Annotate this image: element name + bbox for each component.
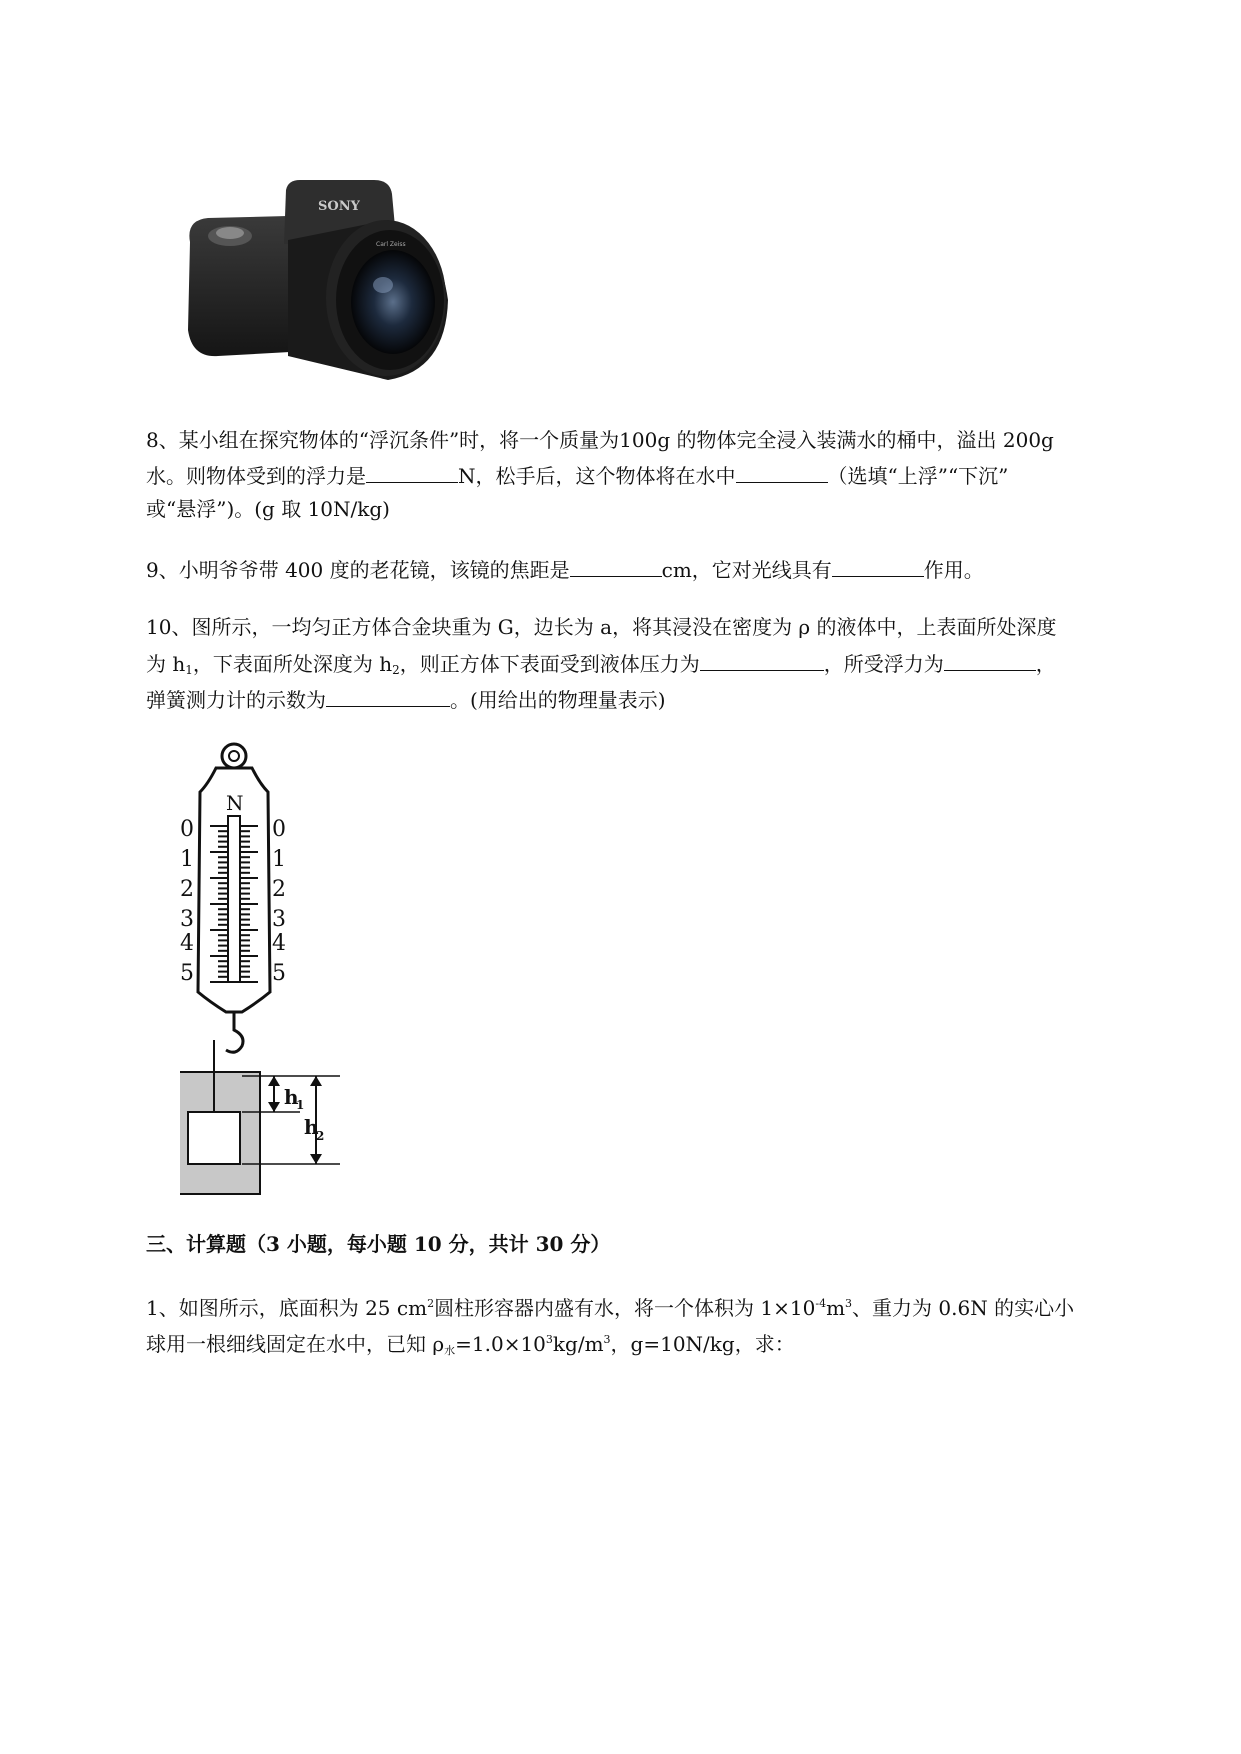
c1-line-1	[146, 1292, 1074, 1320]
c1-sup-1: 2	[427, 1297, 435, 1310]
q8-text-b: N，松手后，这个物体将在水中	[458, 464, 736, 488]
q10-sub-1: 1	[185, 663, 193, 677]
c1-sup-5: 3	[603, 1333, 611, 1346]
q10-text-g: 。(用给出的物理量表示)	[450, 688, 666, 712]
c1-sup-2: -4	[815, 1297, 827, 1310]
c1-sub-water: 水	[444, 1344, 456, 1357]
c1-text-g: kg/m	[552, 1332, 604, 1356]
q10-text-d: ，所受浮力为	[823, 652, 944, 676]
q9-text-b: cm，它对光线具有	[661, 558, 832, 582]
tick-left-4: 4	[180, 931, 194, 956]
q8-text-c: （选填“上浮”“下沉”	[827, 464, 1009, 488]
c1-line-2	[146, 1328, 795, 1363]
q10-text-e: ，	[1035, 652, 1056, 676]
q10-line-2	[146, 650, 1056, 682]
tick-right-5: 5	[272, 961, 286, 986]
c1-text-h: ，g=10N/kg，求：	[610, 1332, 795, 1356]
q9-text-a: 9、小明爷爷带 400 度的老花镜，该镜的焦距是	[146, 558, 570, 582]
c1-text-b: 圆柱形容器内盛有水，将一个体积为 1×10	[434, 1296, 816, 1320]
tick-left-1: 1	[180, 847, 194, 872]
q8-line-2	[146, 462, 1008, 488]
tick-left-0: 0	[180, 817, 194, 842]
lens-label: Carl Zeiss	[376, 241, 406, 248]
q10-text-f: 弹簧测力计的示数为	[146, 688, 326, 712]
c1-text-d: 、重力为 0.6N 的实心小	[852, 1296, 1075, 1320]
tick-right-1: 1	[272, 847, 286, 872]
q8-line-3: 或“悬浮”)。(g 取 10N/kg)	[146, 497, 390, 521]
tick-right-2: 2	[272, 877, 286, 902]
tick-left-3: 3	[180, 907, 194, 932]
q8-blank-1[interactable]	[366, 462, 458, 483]
c1-text-e: 球用一根细线固定在水中，已知 ρ	[146, 1332, 445, 1356]
q10-blank-2[interactable]	[944, 650, 1036, 671]
c1-text-a: 1、如图所示，底面积为 25 cm	[146, 1296, 428, 1320]
tick-left-2: 2	[180, 877, 194, 902]
scale-unit-label: N	[226, 791, 244, 815]
label-h2-sub: 2	[316, 1129, 325, 1143]
q9-text-c: 作用。	[923, 558, 984, 582]
q10-sub-2: 2	[392, 663, 400, 677]
q9-blank-1[interactable]	[570, 556, 662, 577]
tick-right-4: 4	[272, 931, 286, 956]
c1-text-f: =1.0×10	[455, 1332, 546, 1356]
q8-text-a: 水。则物体受到的浮力是	[146, 464, 366, 488]
q10-text-c: ，则正方体下表面受到液体压力为	[399, 652, 700, 676]
c1-sup-4: 3	[545, 1333, 553, 1346]
label-h1-sub: 1	[296, 1098, 305, 1112]
section-3-heading: 三、计算题（3 小题，每小题 10 分，共计 30 分）	[146, 1232, 611, 1256]
tick-right-3: 3	[272, 907, 286, 932]
tick-left-5: 5	[180, 961, 194, 986]
label-h2: h	[304, 1115, 319, 1139]
c1-text-c: m	[826, 1296, 846, 1320]
q9-blank-2[interactable]	[832, 556, 924, 577]
q10-blank-3[interactable]	[326, 686, 450, 707]
q10-text-a: 为 h	[146, 652, 186, 676]
tick-right-0: 0	[272, 817, 286, 842]
q10-text-b: ，下表面所处深度为 h	[192, 652, 393, 676]
spring-scale-figure	[180, 740, 380, 1200]
q10-line-3	[146, 686, 666, 712]
camera-image	[178, 180, 478, 420]
q10-line-1: 10、图所示，一均匀正方体合金块重为 G，边长为 a，将其浸没在密度为 ρ 的液体中，上表面所处深度	[146, 615, 1057, 639]
q9-line	[146, 556, 984, 582]
q8-line-1: 8、某小组在探究物体的“浮沉条件”时，将一个质量为100g 的物体完全浸入装满水的桶中，溢出 200g	[146, 428, 1054, 452]
label-h1: h	[284, 1085, 299, 1109]
q8-blank-2[interactable]	[736, 462, 828, 483]
q10-blank-1[interactable]	[700, 650, 824, 671]
c1-sup-3: 3	[845, 1297, 853, 1310]
camera-brand: SONY	[318, 199, 360, 214]
